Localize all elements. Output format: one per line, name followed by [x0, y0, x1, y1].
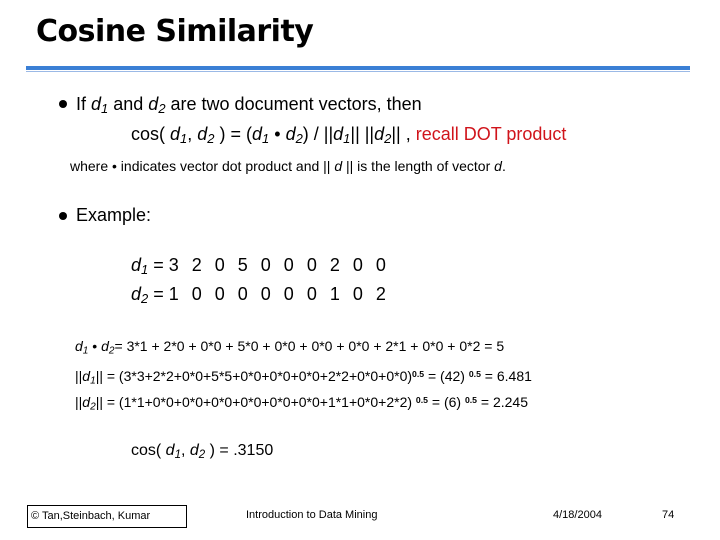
cosine-formula: cos( $d_1$, $d_2$ ) = ($d_1$ • $d_2) / ||d_1||$ $||d_2||$ , recall DOT product	[131, 124, 567, 147]
vector-d2: $d_2 = 1$ 0 0 0 0 0 0 1 0 2	[131, 284, 390, 307]
bullet-1-text: If $d_1$ and $d_2$ are two document vectors, then	[76, 94, 422, 117]
slide-title: Cosine Similarity	[36, 14, 314, 49]
norm-d1-line: $||d_1|| = (3*3+2*2+0*0+5*5+0*0+0*0+0*0+2*2+0*0+0*0)^{0.5} = (42) ^{0.5} = 6.481$	[75, 368, 532, 387]
footer-date: 4/18/2004	[553, 509, 602, 521]
footer-page-number: 74	[662, 509, 675, 521]
footer-copyright-box	[27, 505, 187, 528]
norm-d2-line: $||d_2|| = (1*1+0*0+0*0+0*0+0*0+0*0+0*0+1*1+0*0+2*2) ^{0.5} = (6) ^{0.5} = 2.245$	[75, 394, 529, 413]
formula-note: recall DOT product	[415, 124, 567, 144]
d2-values: 1 0 0 0 0 0 0 1 0 2	[168, 284, 390, 304]
result-line: cos( $d_1$, $d_2$ ) = .3150	[131, 442, 274, 461]
example-heading: Example:	[76, 205, 152, 225]
footer-copyright: © Tan,Steinbach, Kumar	[31, 510, 151, 522]
bullet-icon	[59, 212, 67, 220]
d1-values: 3 2 0 5 0 0 0 2 0 0	[168, 255, 390, 275]
title-underline	[26, 66, 690, 70]
bullet-icon	[59, 100, 67, 108]
footer-course: Introduction to Data Mining	[246, 509, 378, 521]
where-line: where • indicates vector dot product and || d || is the length of vector d.	[70, 158, 506, 174]
dot-product-line: $d_1$ • $d_2= 3*1 + 2*0 + 0*0 + 5*0 + 0*0 + 0*0 + 0*0 + 2*1 + 0*0 + 0*2 = 5$	[75, 338, 505, 357]
vector-d1: $d_1 = 3$ 2 0 5 0 0 0 2 0 0	[131, 255, 390, 278]
title-underline-thin	[26, 71, 690, 72]
